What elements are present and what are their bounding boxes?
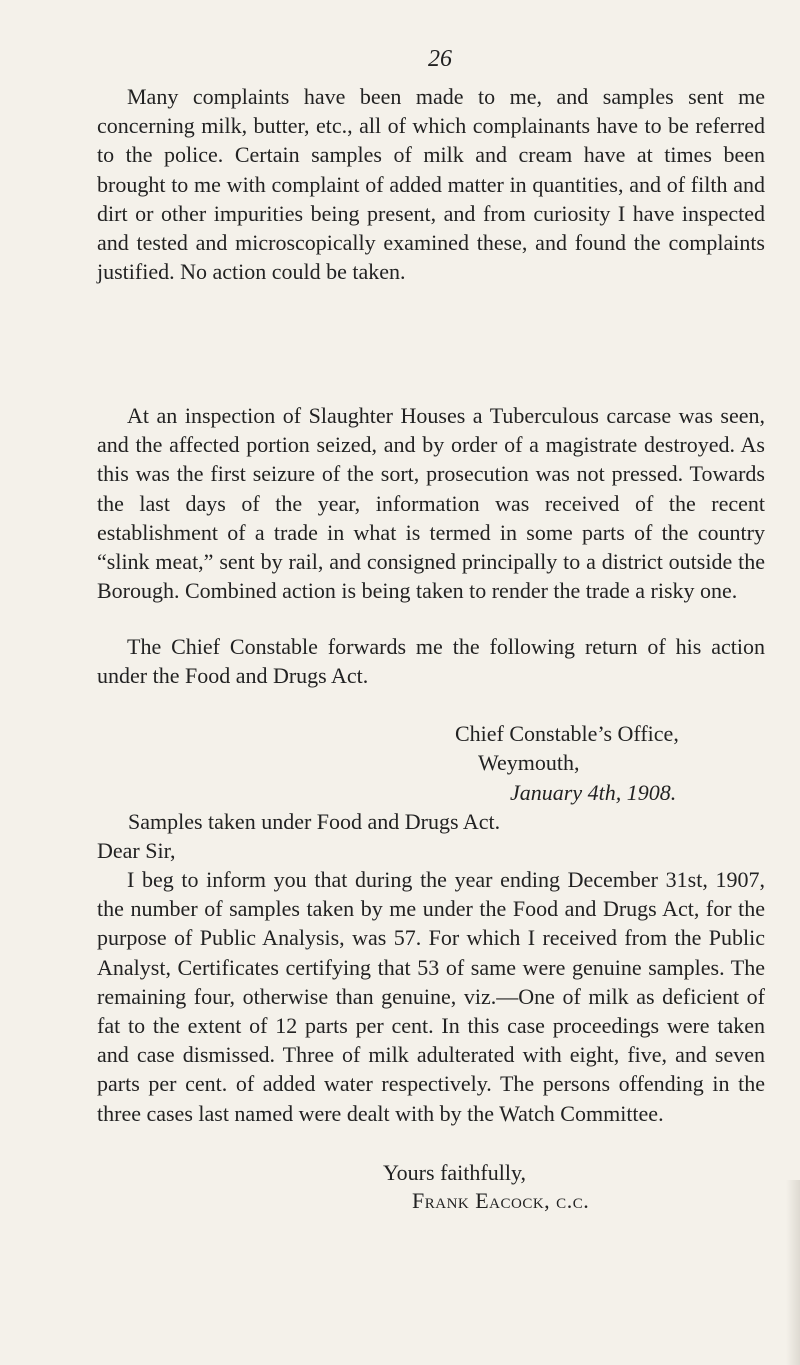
letter-date: January 4th, 1908. bbox=[510, 780, 677, 805]
paragraph-slaughter-houses: At an inspection of Slaughter Houses a Tuberculous carcase was seen, and the affected portion seized, and by order of a magistrate destroyed. As this was the first seizure of the sort, prosecution was not pressed. Towards the last days of the year, information was received of the recent establishment of a trade in what is termed in some parts of the country “slink meat,” sent by rail, and consigned principally to a district outside the Borough. Combined action is being taken to render the trade a risky one. bbox=[97, 403, 765, 604]
letter-office: Chief Constable’s Office, bbox=[455, 721, 679, 746]
page-edge-shadow bbox=[786, 1180, 800, 1365]
letter-signature: Frank Eacock, c.c. bbox=[412, 1188, 590, 1213]
letter-salutation: Dear Sir, bbox=[97, 838, 176, 863]
page-number: 26 bbox=[428, 46, 452, 72]
letter-closing: Yours faithfully, bbox=[383, 1160, 527, 1185]
paragraph-chief-constable-intro: The Chief Constable forwards me the following return of his action under the Food and Drugs Act. bbox=[97, 634, 765, 689]
letter-town: Weymouth, bbox=[478, 750, 580, 775]
paragraph-complaints: Many complaints have been made to me, and samples sent me concerning milk, butter, etc., all of which complainants have to be referred to the police. Certain samples of milk and cream have at times been brought to me with complaint of added matter in quantities, and of filth and dirt or other impurities being present, and from curiosity I have inspected and tested and microscopically examined these, and found the complaints justified. No action could be taken. bbox=[97, 84, 765, 285]
letter-subject: Samples taken under Food and Drugs Act. bbox=[128, 809, 501, 834]
letter-body: I beg to inform you that during the year ending December 31st, 1907, the number of samples taken by me under the Food and Drugs Act, for the purpose of Public Analysis, was 57. For which I received from the Public Analyst, Certificates certifying that 53 of same were genuine samples. The remaining four, otherwise than genuine, viz.—One of milk as deficient of fat to the extent of 12 parts per cent. In this case proceedings were taken and case dismissed. Three of milk adulterated with eight, five, and seven parts per cent. of added water respectively. The persons offending in the three cases last named were dealt with by the Watch Committee. bbox=[97, 867, 765, 1126]
